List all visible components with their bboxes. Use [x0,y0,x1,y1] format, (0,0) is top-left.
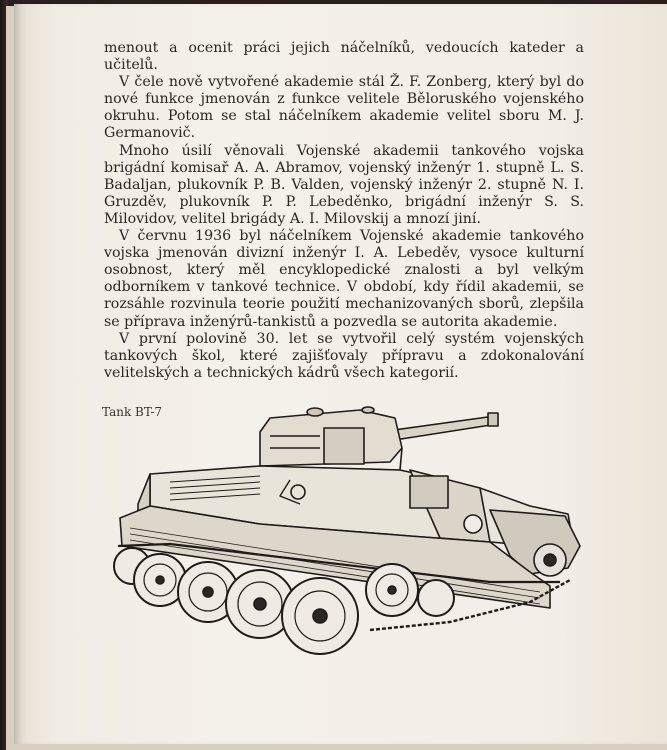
paragraph-3: Mnoho úsilí věnovali Vojenské akademii tankového vojska brigádní komisař A. A. Abramov, vojenský inženýr 1. stupně L. S. Badaljan, plukovník P. B. Valden, vojenský inženýr 2. stupně N. I. Gruzděv, plukovník P. P. Lebeděnko, brigádní inženýr S. S. Milovidov, velitel brigády A. I. Milovskij a mnozí jiní. [104,142,584,227]
tank-illustration-icon [110,396,590,666]
paragraph-1: menout a ocenit práci jejich náčelníků, vedoucích kateder a učitelů. [104,40,584,74]
book-page [14,4,667,744]
paragraph-5: V první polovině 30. let se vytvořil celý systém vojenských tankových škol, které zajišťovaly přípravu a zdokonalování velitelských a technických kádrů všech kategorií. [104,330,584,381]
paragraph-4: V červnu 1936 byl náčelníkem Vojenské akademie tankového vojska jmenován divizní inženýr I. A. Lebeděv, vysoce kulturní osobnost, který měl encyklopedické znalosti a byl velkým odborníkem v tankové technice. V období, kdy řídil akademii, se rozsáhle rozvinula teorie použití mechanizovaných sborů, zlepšila se příprava inženýrů-tankistů a pozvedla se autorita akademie. [104,228,584,330]
paragraph-2: V čele nově vytvořené akademie stál Ž. F. Zonberg, který byl do nové funkce jmenován z funkce velitele Běloruského vojenského okruhu. Potom se stal náčelníkem akademie velitel sboru M. J. Germanovič. [104,74,584,142]
body-text [104,40,584,382]
figure-caption: Tank BT-7 [102,405,163,419]
